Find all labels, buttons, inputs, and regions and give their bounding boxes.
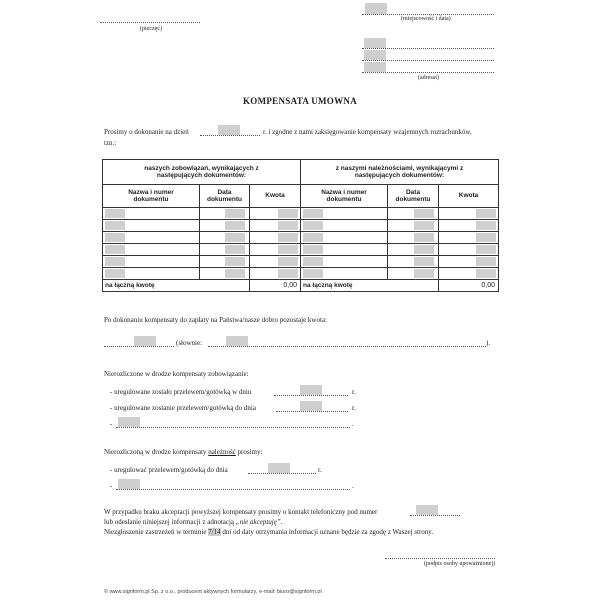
right-date-cell-field[interactable]	[414, 269, 434, 278]
right-amount-cell[interactable]	[439, 208, 499, 220]
right-date-cell-field[interactable]	[414, 221, 434, 230]
receivable-item-2: -	[110, 482, 113, 490]
balance-amount-field[interactable]	[134, 336, 156, 346]
left-date-cell[interactable]	[200, 268, 250, 280]
right-amount-cell[interactable]	[439, 220, 499, 232]
balance-amount-line	[104, 346, 174, 347]
liability-item-1-line	[274, 395, 348, 396]
table-row	[103, 256, 499, 268]
footer-line-1: W przypadku braku akceptacji powyższej kompensaty prosimy o kontakt telefoniczny pod numer	[104, 508, 378, 516]
left-col-amount-header: Kwota	[250, 185, 301, 208]
left-date-cell[interactable]	[200, 208, 250, 220]
phone-line	[410, 515, 460, 516]
address-line-2	[362, 60, 494, 61]
right-doc-cell[interactable]	[301, 244, 388, 256]
left-amount-cell-field[interactable]	[278, 209, 298, 218]
intro-part2: r. i zgodne z nami zaksięgowanie kompensaty wzajemnych rozrachunków,	[263, 128, 472, 136]
left-doc-cell-field[interactable]	[105, 257, 125, 266]
left-amount-cell-field[interactable]	[278, 245, 298, 254]
copyright-text: © www.signform.pl Sp. z o.o., producent aktywnych formularzy, e-mail: biuro@signform.pl	[104, 589, 322, 595]
place-date-label: (miejscowość i data)	[401, 16, 451, 22]
right-doc-cell[interactable]	[301, 256, 388, 268]
left-doc-cell[interactable]	[103, 232, 200, 244]
right-amount-cell-field[interactable]	[476, 221, 496, 230]
liability-item-3: -	[110, 420, 113, 428]
left-doc-cell-field[interactable]	[105, 233, 125, 242]
address-line-1	[362, 48, 494, 49]
left-amount-cell[interactable]	[250, 244, 301, 256]
balance-text: Po dokonaniu kompensaty do zapłaty na Państwa/nasze dobro pozostaje kwota:	[104, 316, 327, 324]
table-row	[103, 268, 499, 280]
right-doc-cell-field[interactable]	[303, 245, 323, 254]
left-amount-cell[interactable]	[250, 256, 301, 268]
receivable-item-2-line	[116, 489, 350, 490]
address-field-3[interactable]	[364, 62, 386, 72]
receivables-heading: Nierozliczoną w drodze kompensaty należność prosimy:	[104, 448, 263, 456]
right-amount-cell[interactable]	[439, 268, 499, 280]
left-amount-cell[interactable]	[250, 268, 301, 280]
left-date-cell-field[interactable]	[225, 269, 245, 278]
address-line-3	[362, 72, 494, 73]
right-doc-cell[interactable]	[301, 220, 388, 232]
place-date-field[interactable]	[365, 3, 387, 14]
right-amount-cell-field[interactable]	[476, 257, 496, 266]
left-doc-cell-field[interactable]	[105, 221, 125, 230]
left-date-cell-field[interactable]	[225, 257, 245, 266]
left-date-cell[interactable]	[200, 220, 250, 232]
intro-part3: tzn.:	[104, 139, 117, 147]
left-amount-cell-field[interactable]	[278, 269, 298, 278]
receivable-item-1-line	[248, 473, 316, 474]
address-field-2[interactable]	[364, 50, 386, 60]
right-amount-cell[interactable]	[439, 232, 499, 244]
balance-words-field[interactable]	[226, 336, 248, 346]
right-amount-cell-field[interactable]	[476, 269, 496, 278]
left-col-date-header: Data dokumentu	[200, 185, 250, 208]
liability-item-1-field[interactable]	[300, 385, 322, 395]
left-amount-cell-field[interactable]	[278, 233, 298, 242]
balance-words-close: ).	[486, 339, 491, 347]
right-date-cell[interactable]	[388, 268, 439, 280]
right-amount-cell[interactable]	[439, 244, 499, 256]
table-row	[103, 244, 499, 256]
footer-line-3: Niezgłoszenie zastrzeżeń w terminie 7/14 dni od daty otrzymania informacji uznane będzie za zgodę z Waszej strony.	[104, 528, 434, 536]
left-doc-cell[interactable]	[103, 208, 200, 220]
left-amount-cell-field[interactable]	[278, 221, 298, 230]
left-doc-cell-field[interactable]	[105, 209, 125, 218]
right-date-cell[interactable]	[388, 220, 439, 232]
right-doc-cell[interactable]	[301, 268, 388, 280]
receivable-item-1-field[interactable]	[268, 463, 290, 473]
table-row	[103, 220, 499, 232]
left-doc-cell[interactable]	[103, 220, 200, 232]
left-col-doc-header: Nazwa i numer dokumentu	[103, 185, 200, 208]
left-doc-cell[interactable]	[103, 244, 200, 256]
liability-item-2: - uregulowane zostanie przelewem/gotówką do dnia	[110, 404, 256, 412]
table-row	[103, 208, 499, 220]
right-doc-cell-field[interactable]	[303, 221, 323, 230]
signature-line	[385, 558, 495, 559]
right-doc-cell[interactable]	[301, 232, 388, 244]
liability-item-1: - uregulowane zostało przelewem/gotówką w dniu	[110, 388, 252, 396]
left-date-cell-field[interactable]	[225, 245, 245, 254]
right-date-cell[interactable]	[388, 232, 439, 244]
receivable-item-2-field[interactable]	[118, 479, 140, 489]
balance-words-open: (słownie:	[176, 339, 203, 347]
right-sum-value: 0,00	[439, 280, 499, 292]
right-doc-cell-field[interactable]	[303, 233, 323, 242]
intro-date-field[interactable]	[218, 125, 240, 135]
receivable-item-2-end: .	[352, 482, 354, 490]
liabilities-heading: Nierozliczone w drodze kompensaty zobowiązanie:	[104, 370, 249, 378]
right-doc-cell-field[interactable]	[303, 269, 323, 278]
left-amount-cell[interactable]	[250, 232, 301, 244]
right-date-cell-field[interactable]	[414, 257, 434, 266]
left-doc-cell-field[interactable]	[105, 245, 125, 254]
intro-date-line	[200, 135, 260, 136]
liability-item-3-end: .	[352, 420, 354, 428]
right-amount-cell-field[interactable]	[476, 245, 496, 254]
table-row	[103, 232, 499, 244]
intro-part1: Prosimy o dokonanie na dzień	[104, 128, 189, 136]
right-doc-cell-field[interactable]	[303, 209, 323, 218]
receivable-item-1: - uregulować przelewem/gotówką do dnia	[110, 466, 228, 474]
left-date-cell[interactable]	[200, 244, 250, 256]
left-date-cell-field[interactable]	[225, 209, 245, 218]
days-field[interactable]: 7/14	[208, 528, 221, 536]
right-date-cell-field[interactable]	[414, 233, 434, 242]
right-date-cell[interactable]	[388, 208, 439, 220]
left-group-header: naszych zobowiązań, wynikających z następujących dokumentów:	[103, 160, 301, 185]
left-amount-cell[interactable]	[250, 220, 301, 232]
left-amount-cell-field[interactable]	[278, 257, 298, 266]
left-date-cell[interactable]	[200, 256, 250, 268]
liability-item-1-suffix: r.	[352, 388, 356, 396]
left-doc-cell-field[interactable]	[105, 269, 125, 278]
right-amount-cell-field[interactable]	[476, 209, 496, 218]
place-date-line	[362, 14, 494, 15]
right-col-date-header: Data dokumentu	[388, 185, 439, 208]
left-date-cell[interactable]	[200, 232, 250, 244]
footer-line-2: lub odesłanie niniejszej informacji z adnotacją „nie akceptuję”.	[104, 518, 283, 526]
right-col-doc-header: Nazwa i numer dokumentu	[301, 185, 388, 208]
liability-item-3-field[interactable]	[118, 417, 140, 427]
left-doc-cell[interactable]	[103, 256, 200, 268]
left-sum-value: 0,00	[250, 280, 301, 292]
right-amount-cell[interactable]	[439, 256, 499, 268]
left-date-cell-field[interactable]	[225, 233, 245, 242]
left-sum-label: na łączną kwotę	[103, 280, 250, 292]
right-date-cell[interactable]	[388, 256, 439, 268]
stamp-label: (pieczęć)	[140, 26, 162, 32]
right-date-cell-field[interactable]	[414, 245, 434, 254]
address-field-1[interactable]	[364, 38, 386, 48]
right-date-cell[interactable]	[388, 244, 439, 256]
phone-field[interactable]	[416, 505, 438, 515]
liability-item-3-line	[116, 427, 350, 428]
right-doc-cell-field[interactable]	[303, 257, 323, 266]
liability-item-2-field[interactable]	[300, 401, 322, 411]
left-date-cell-field[interactable]	[225, 221, 245, 230]
right-date-cell-field[interactable]	[414, 209, 434, 218]
stamp-line	[100, 22, 200, 23]
liability-item-2-line	[276, 411, 348, 412]
right-doc-cell[interactable]	[301, 208, 388, 220]
liability-item-2-suffix: r.	[352, 404, 356, 412]
receivable-item-1-suffix: r.	[318, 466, 322, 474]
right-amount-cell-field[interactable]	[476, 233, 496, 242]
right-sum-label: na łączną kwotę	[301, 280, 439, 292]
document-title: KOMPENSATA UMOWNA	[242, 96, 357, 106]
left-amount-cell[interactable]	[250, 208, 301, 220]
balance-words-line	[208, 346, 486, 347]
right-group-header: z naszymi należnościami, wynikającymi z następujących dokumentów:	[301, 160, 499, 185]
left-doc-cell[interactable]	[103, 268, 200, 280]
right-col-amount-header: Kwota	[439, 185, 499, 208]
compensation-table	[102, 159, 499, 292]
signature-label: (podpis osoby upoważnionej)	[424, 561, 495, 567]
address-label: (adresat)	[418, 75, 439, 81]
